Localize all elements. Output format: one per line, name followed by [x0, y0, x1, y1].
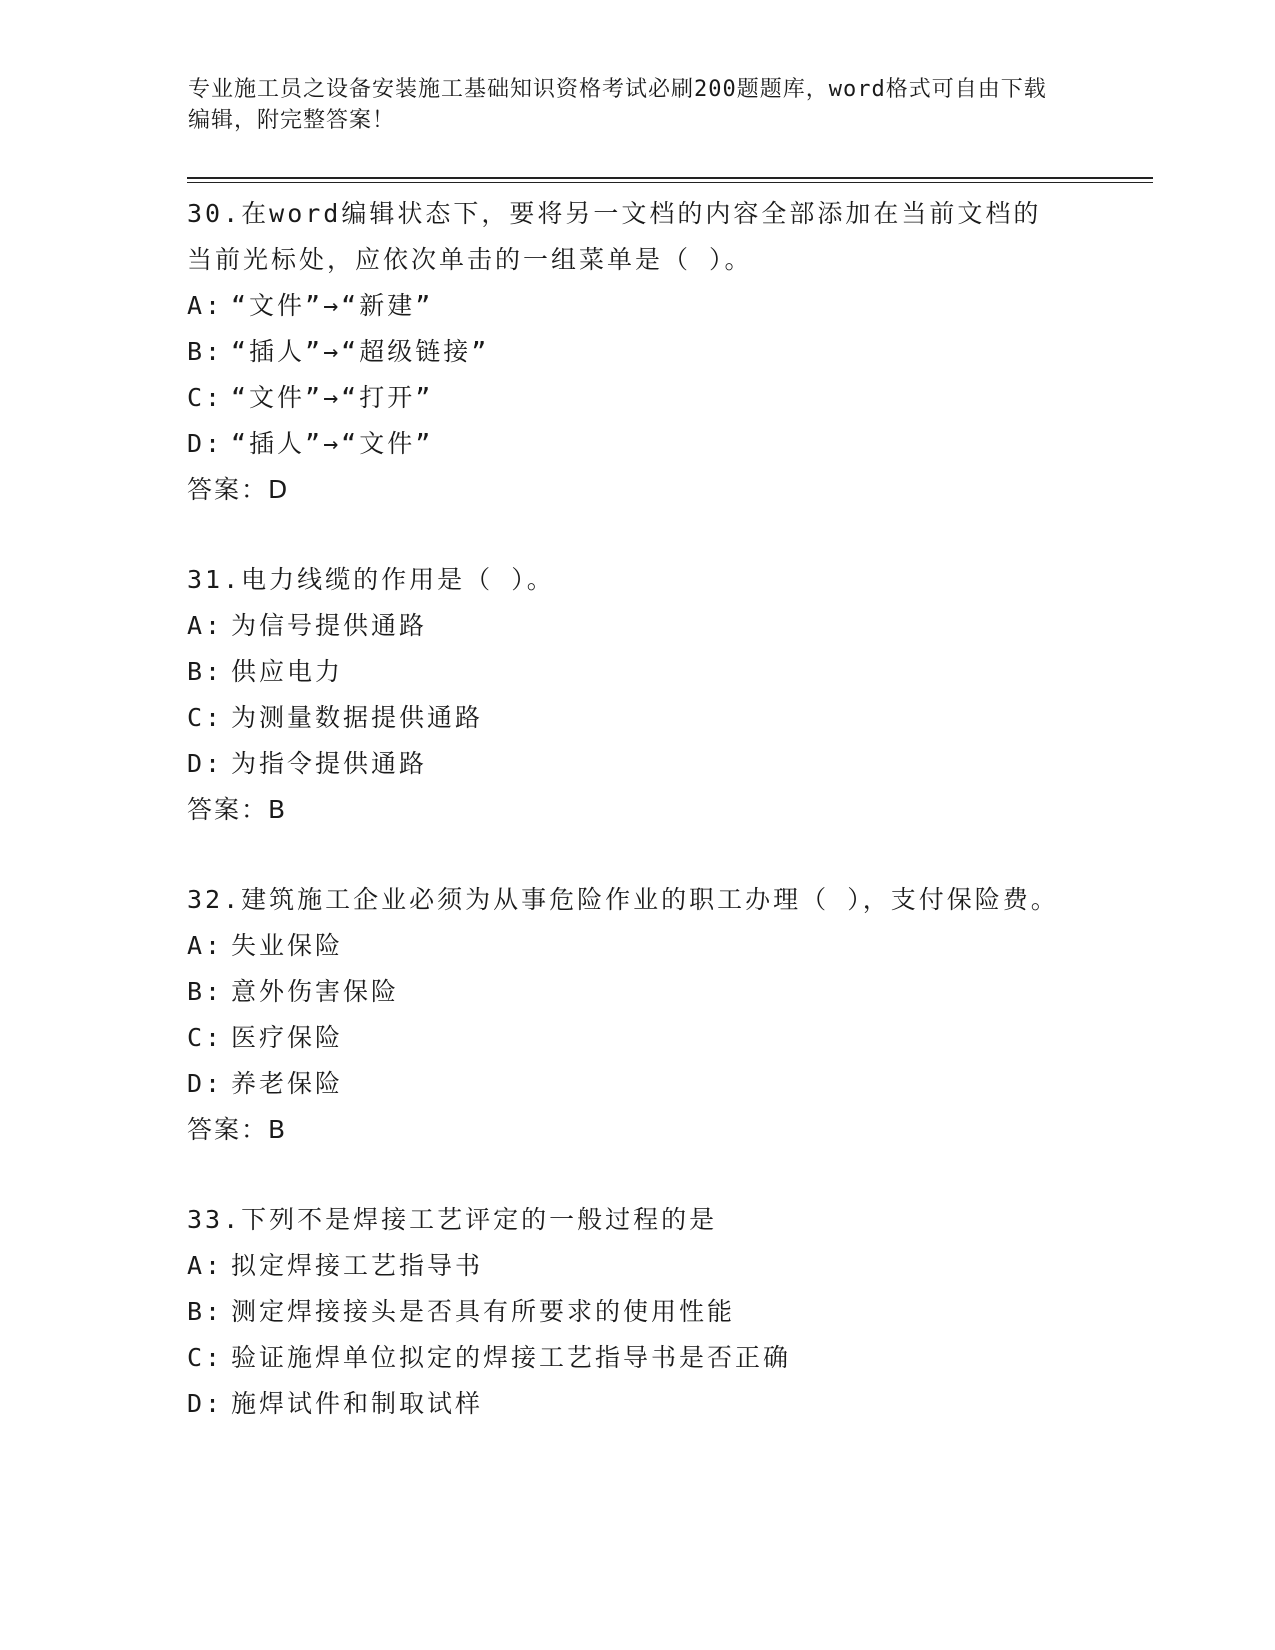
option-b: [187, 1289, 1067, 1335]
question-item: [187, 1197, 1067, 1427]
option-text: 测定焊接接头是否具有所要求的使用性能: [231, 1297, 736, 1326]
option-text: 验证施焊单位拟定的焊接工艺指导书是否正确: [231, 1343, 792, 1372]
question-item: [187, 191, 1067, 513]
option-text: “插人”→“文件”: [231, 429, 434, 458]
question-stem: 31.电力线缆的作用是（ ）。: [187, 565, 555, 594]
option-letter: C:: [187, 703, 224, 732]
option-text: 供应电力: [231, 657, 344, 686]
option-a: [187, 923, 1067, 969]
option-d: [187, 1381, 1067, 1427]
option-d: [187, 1061, 1067, 1107]
question-stem: 30.在word编辑状态下，要将另一文档的内容全部添加在当前文档的当前光标处，应依次单击的一组菜单是（ ）。: [187, 199, 1042, 274]
option-letter: B:: [187, 657, 224, 686]
option-letter: C:: [187, 1023, 224, 1052]
option-c: [187, 375, 1067, 421]
option-c: [187, 1335, 1067, 1381]
option-letter: B:: [187, 1297, 224, 1326]
question-item: [187, 557, 1067, 833]
option-b: [187, 329, 1067, 375]
document-header: 专业施工员之设备安装施工基础知识资格考试必刷200题题库，word格式可自由下载编辑，附完整答案！: [188, 77, 1047, 133]
option-letter: D:: [187, 1389, 224, 1418]
option-text: 拟定焊接工艺指导书: [231, 1251, 484, 1280]
question-stem: 32.建筑施工企业必须为从事危险作业的职工办理（ ），支付保险费。: [187, 885, 1059, 914]
option-text: 施焊试件和制取试样: [231, 1389, 484, 1418]
option-letter: A:: [187, 1251, 224, 1280]
answer-line: 答案：B: [187, 795, 288, 824]
question-stem: 33.下列不是焊接工艺评定的一般过程的是: [187, 1205, 718, 1234]
answer-line: 答案：D: [187, 475, 290, 504]
option-letter: C:: [187, 383, 224, 412]
option-text: “文件”→“新建”: [231, 291, 434, 320]
option-b: [187, 649, 1067, 695]
option-letter: A:: [187, 291, 224, 320]
option-a: [187, 603, 1067, 649]
option-text: 为信号提供通路: [231, 611, 428, 640]
question-list: [187, 191, 1067, 1427]
option-text: “文件”→“打开”: [231, 383, 434, 412]
option-text: 失业保险: [231, 931, 344, 960]
option-d: [187, 741, 1067, 787]
question-item: [187, 877, 1067, 1153]
option-letter: D:: [187, 429, 224, 458]
option-text: “插人”→“超级链接”: [231, 337, 490, 366]
option-letter: B:: [187, 337, 224, 366]
option-letter: D:: [187, 1069, 224, 1098]
option-letter: D:: [187, 749, 224, 778]
answer-line: 答案：B: [187, 1115, 288, 1144]
option-a: [187, 1243, 1067, 1289]
option-c: [187, 695, 1067, 741]
option-text: 为指令提供通路: [231, 749, 428, 778]
option-b: [187, 969, 1067, 1015]
option-a: [187, 283, 1067, 329]
option-text: 养老保险: [231, 1069, 344, 1098]
option-letter: C:: [187, 1343, 224, 1372]
option-letter: A:: [187, 611, 224, 640]
option-text: 医疗保险: [231, 1023, 344, 1052]
option-letter: A:: [187, 931, 224, 960]
option-letter: B:: [187, 977, 224, 1006]
option-c: [187, 1015, 1067, 1061]
option-d: [187, 421, 1067, 467]
header-divider: [187, 177, 1153, 183]
option-text: 为测量数据提供通路: [231, 703, 484, 732]
option-text: 意外伤害保险: [231, 977, 400, 1006]
